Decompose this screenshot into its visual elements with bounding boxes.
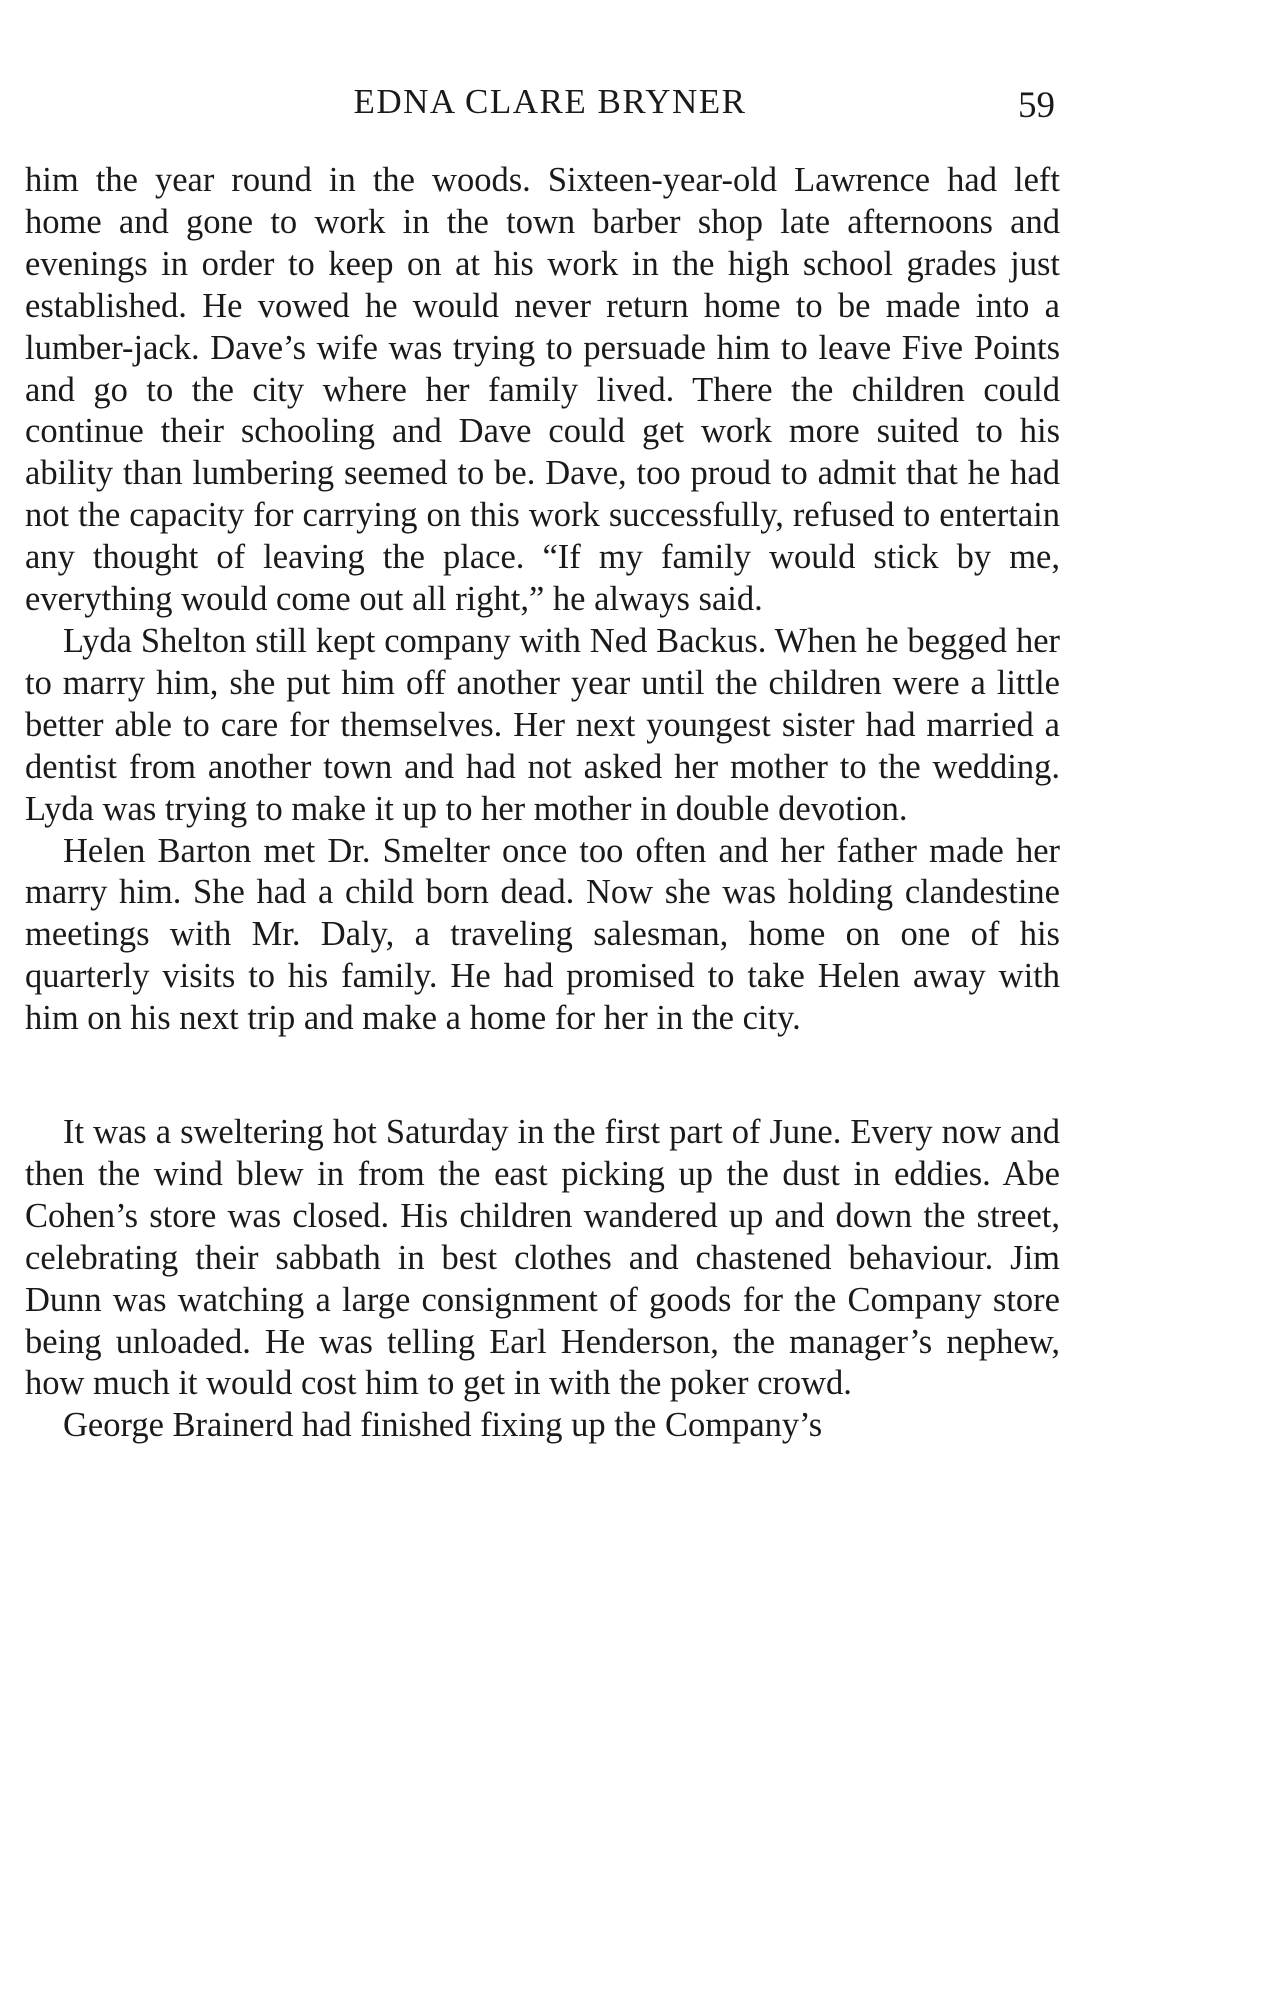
paragraph-george-brainerd: George Brainerd had finished fixing up the Company’s [63, 1406, 823, 1445]
paragraph-helen-barton: Helen Barton met Dr. Smelter once too often and her father made her marry him. She had a child born dead. Now she was holding clandestine meetings with Mr. Daly, a traveling salesman, home on one of his quarterly visits to his family. He had promised to take Helen away with him on his next trip and make a home for her in the city. [25, 831, 1060, 1038]
section-break [25, 1040, 1060, 1112]
paragraph-continued: him the year round in the woods. Sixteen-year-old Lawrence had left home and gone to work in the town barber shop late afternoons and evenings in order to keep on at his work in the high school grades just established. He vowed he would never return home to be made into a lumber-jack. Dave’s wife was trying to persuade him to leave Five Points and go to the city where her family lived. There the children could continue their schooling and Dave could get work more suited to his ability than lumbering seemed to be. Dave, too proud to admit that he had not the capacity for carrying on this work successfully, refused to entertain any thought of leaving the place. “If my family would stick by me, everything would come out all right,” he always said. [25, 161, 1060, 619]
body-text [25, 160, 1060, 1447]
running-head-title: EDNA CLARE BRYNER [353, 82, 747, 121]
paragraph-saturday: It was a sweltering hot Saturday in the first part of June. Every now and then the wind blew in from the east picking up the dust in eddies. Abe Cohen’s store was closed. His children wandered up and down the street, celebrating their sabbath in best clothes and chastened behaviour. Jim Dunn was watching a large consignment of goods for the Company store being unloaded. He was telling Earl Henderson, the manager’s nephew, how much it would cost him to get in with the poker crowd. [25, 1113, 1060, 1403]
page-number: 59 [1018, 85, 1055, 126]
paragraph-lyda-shelton: Lyda Shelton still kept company with Ned Backus. When he begged her to marry him, she put him off another year until the children were a little better able to care for themselves. Her next youngest sister had married a dentist from another town and had not asked her mother to the wedding. Lyda was trying to make it up to her mother in double devotion. [25, 621, 1060, 828]
running-head [0, 82, 1262, 132]
